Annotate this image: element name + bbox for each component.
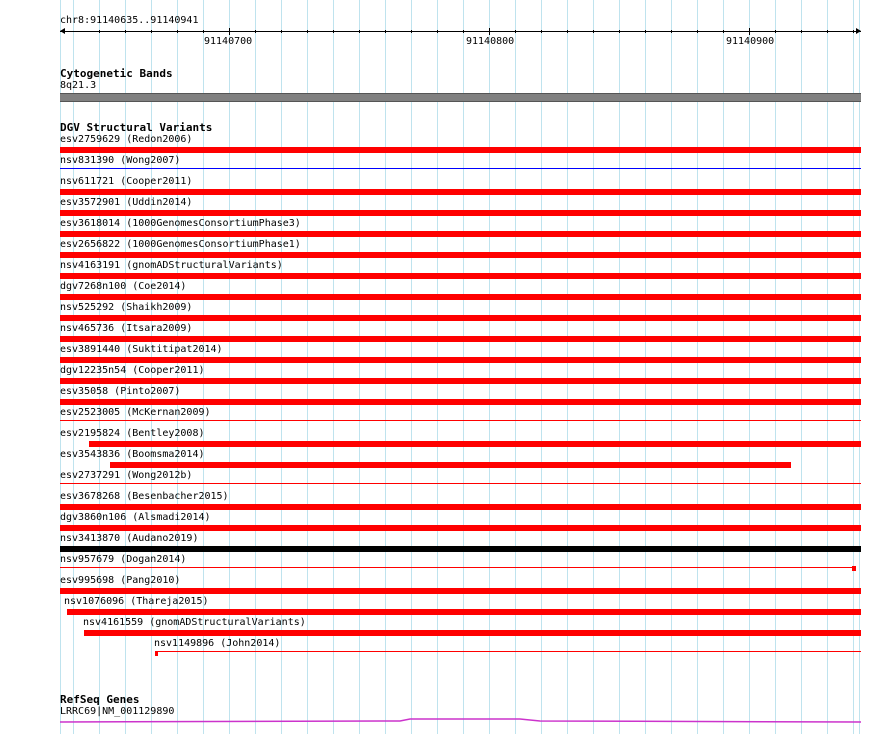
ruler-tick — [541, 30, 542, 33]
ruler-tick — [333, 30, 334, 33]
track-title-refseq: RefSeq Genes — [60, 693, 140, 706]
ruler-tick — [177, 30, 178, 33]
dgv-item-label[interactable]: esv2656822 (1000GenomesConsortiumPhase1) — [60, 239, 301, 250]
grid-line — [827, 0, 828, 734]
track-title-cytoband: Cytogenetic Bands — [60, 67, 173, 80]
ruler-tick — [151, 30, 152, 33]
dgv-item-block[interactable] — [852, 566, 856, 571]
grid-line — [437, 0, 438, 734]
dgv-item-label[interactable]: nsv465736 (Itsara2009) — [60, 323, 193, 334]
dgv-item-label[interactable]: esv995698 (Pang2010) — [60, 575, 181, 586]
dgv-item-label[interactable]: dgv12235n54 (Cooper2011) — [60, 365, 205, 376]
dgv-item-bar[interactable] — [60, 546, 861, 552]
position-label: chr8:91140635..91140941 — [60, 15, 199, 26]
dgv-item-bar[interactable] — [60, 483, 861, 484]
ruler-tick — [515, 30, 516, 33]
dgv-item-bar[interactable] — [60, 504, 861, 510]
grid-line — [333, 0, 334, 734]
grid-line — [749, 0, 750, 734]
grid-line — [671, 0, 672, 734]
ruler-tick — [619, 30, 620, 33]
dgv-item-bar[interactable] — [60, 231, 861, 237]
grid-line — [619, 0, 620, 734]
dgv-item-label[interactable]: esv2523005 (McKernan2009) — [60, 407, 211, 418]
ruler-tick — [853, 30, 854, 33]
ruler-tick — [125, 30, 126, 33]
dgv-item-bar[interactable] — [60, 210, 861, 216]
dgv-item-bar[interactable] — [60, 294, 861, 300]
ruler-tick — [723, 30, 724, 33]
dgv-item-bar[interactable] — [60, 357, 861, 363]
ruler-tick — [255, 30, 256, 33]
dgv-item-label[interactable]: esv35058 (Pinto2007) — [60, 386, 181, 397]
ruler-tick — [671, 30, 672, 33]
ruler-tick-label: 91140700 — [204, 36, 253, 47]
ruler-right-arrow-icon[interactable] — [856, 28, 861, 34]
ruler-tick — [229, 28, 230, 35]
cytoband-bar[interactable] — [60, 93, 861, 102]
dgv-item-label[interactable]: esv3618014 (1000GenomesConsortiumPhase3) — [60, 218, 301, 229]
dgv-item-label[interactable]: nsv4161559 (gnomADStructuralVariants) — [83, 617, 306, 628]
dgv-item-label[interactable]: nsv525292 (Shaikh2009) — [60, 302, 193, 313]
grid-line — [859, 0, 860, 734]
dgv-item-bar[interactable] — [60, 567, 854, 568]
dgv-item-label[interactable]: nsv3413870 (Audano2019) — [60, 533, 199, 544]
dgv-item-block[interactable] — [155, 651, 158, 656]
grid-line — [541, 0, 542, 734]
ruler-tick — [359, 30, 360, 33]
ruler-tick — [411, 30, 412, 33]
grid-line — [385, 0, 386, 734]
dgv-item-bar[interactable] — [155, 651, 861, 652]
dgv-item-label[interactable]: esv2195824 (Bentley2008) — [60, 428, 205, 439]
ruler-tick-label: 91140900 — [726, 36, 775, 47]
grid-line — [853, 0, 854, 734]
dgv-item-label[interactable]: esv3543836 (Boomsma2014) — [60, 449, 205, 460]
ruler-tick — [593, 30, 594, 33]
dgv-item-label[interactable]: nsv831390 (Wong2007) — [60, 155, 181, 166]
dgv-item-bar[interactable] — [60, 273, 861, 279]
dgv-item-bar[interactable] — [67, 609, 861, 615]
dgv-item-label[interactable]: dgv3860n106 (Alsmadi2014) — [60, 512, 211, 523]
grid-line — [411, 0, 412, 734]
ruler-tick — [99, 30, 100, 33]
grid-line — [463, 0, 464, 734]
ruler-tick — [645, 30, 646, 33]
dgv-item-label[interactable]: nsv4163191 (gnomADStructuralVariants) — [60, 260, 283, 271]
grid-line — [515, 0, 516, 734]
ruler-tick — [749, 28, 750, 35]
dgv-item-bar[interactable] — [60, 336, 861, 342]
dgv-item-bar[interactable] — [60, 378, 861, 384]
ruler-tick — [775, 30, 776, 33]
dgv-item-label[interactable]: nsv611721 (Cooper2011) — [60, 176, 193, 187]
dgv-item-bar[interactable] — [89, 441, 861, 447]
grid-line — [775, 0, 776, 734]
grid-line — [489, 0, 490, 734]
dgv-item-bar[interactable] — [60, 315, 861, 321]
ruler-tick — [437, 30, 438, 33]
ruler-tick — [489, 28, 490, 35]
dgv-item-label[interactable]: esv3678268 (Besenbacher2015) — [60, 491, 229, 502]
cytoband-label: 8q21.3 — [60, 80, 97, 91]
dgv-item-label[interactable]: esv2737291 (Wong2012b) — [60, 470, 193, 481]
track-title-dgv: DGV Structural Variants — [60, 121, 213, 134]
grid-line — [359, 0, 360, 734]
dgv-item-label[interactable]: nsv957679 (Dogan2014) — [60, 554, 187, 565]
dgv-item-bar[interactable] — [60, 525, 861, 531]
ruler-tick — [307, 30, 308, 33]
ruler-tick — [463, 30, 464, 33]
dgv-item-label[interactable]: esv3572901 (Uddin2014) — [60, 197, 193, 208]
grid-line — [593, 0, 594, 734]
dgv-item-label[interactable]: nsv1076096 (Thareja2015) — [64, 596, 209, 607]
grid-line — [697, 0, 698, 734]
dgv-item-bar[interactable] — [60, 399, 861, 405]
ruler-tick — [801, 30, 802, 33]
ruler-tick — [567, 30, 568, 33]
dgv-item-label[interactable]: esv3891440 (Suktitipat2014) — [60, 344, 223, 355]
ruler-tick — [697, 30, 698, 33]
grid-line — [645, 0, 646, 734]
dgv-item-bar[interactable] — [60, 252, 861, 258]
dgv-item-bar[interactable] — [60, 147, 861, 153]
grid-line — [723, 0, 724, 734]
grid-line — [307, 0, 308, 734]
ruler-left-arrow-icon[interactable] — [60, 28, 65, 34]
refseq-gene-line[interactable] — [60, 715, 861, 725]
grid-line — [801, 0, 802, 734]
dgv-item-bar[interactable] — [60, 588, 861, 594]
grid-line — [567, 0, 568, 734]
refseq-gene-label[interactable]: LRRC69|NM_001129890 — [60, 706, 175, 717]
ruler-tick — [827, 30, 828, 33]
ruler-tick — [203, 30, 204, 33]
dgv-item-bar[interactable] — [60, 420, 861, 421]
dgv-item-bar[interactable] — [84, 630, 861, 636]
ruler-axis — [60, 31, 861, 32]
dgv-item-label[interactable]: nsv1149896 (John2014) — [154, 638, 281, 649]
ruler-tick-label: 91140800 — [466, 36, 515, 47]
dgv-item-label[interactable]: esv2759629 (Redon2006) — [60, 134, 193, 145]
dgv-item-bar[interactable] — [60, 189, 861, 195]
ruler-tick — [281, 30, 282, 33]
dgv-item-label[interactable]: dgv7268n100 (Coe2014) — [60, 281, 187, 292]
dgv-item-bar[interactable] — [60, 168, 861, 169]
ruler-tick — [385, 30, 386, 33]
dgv-item-bar[interactable] — [110, 462, 791, 468]
